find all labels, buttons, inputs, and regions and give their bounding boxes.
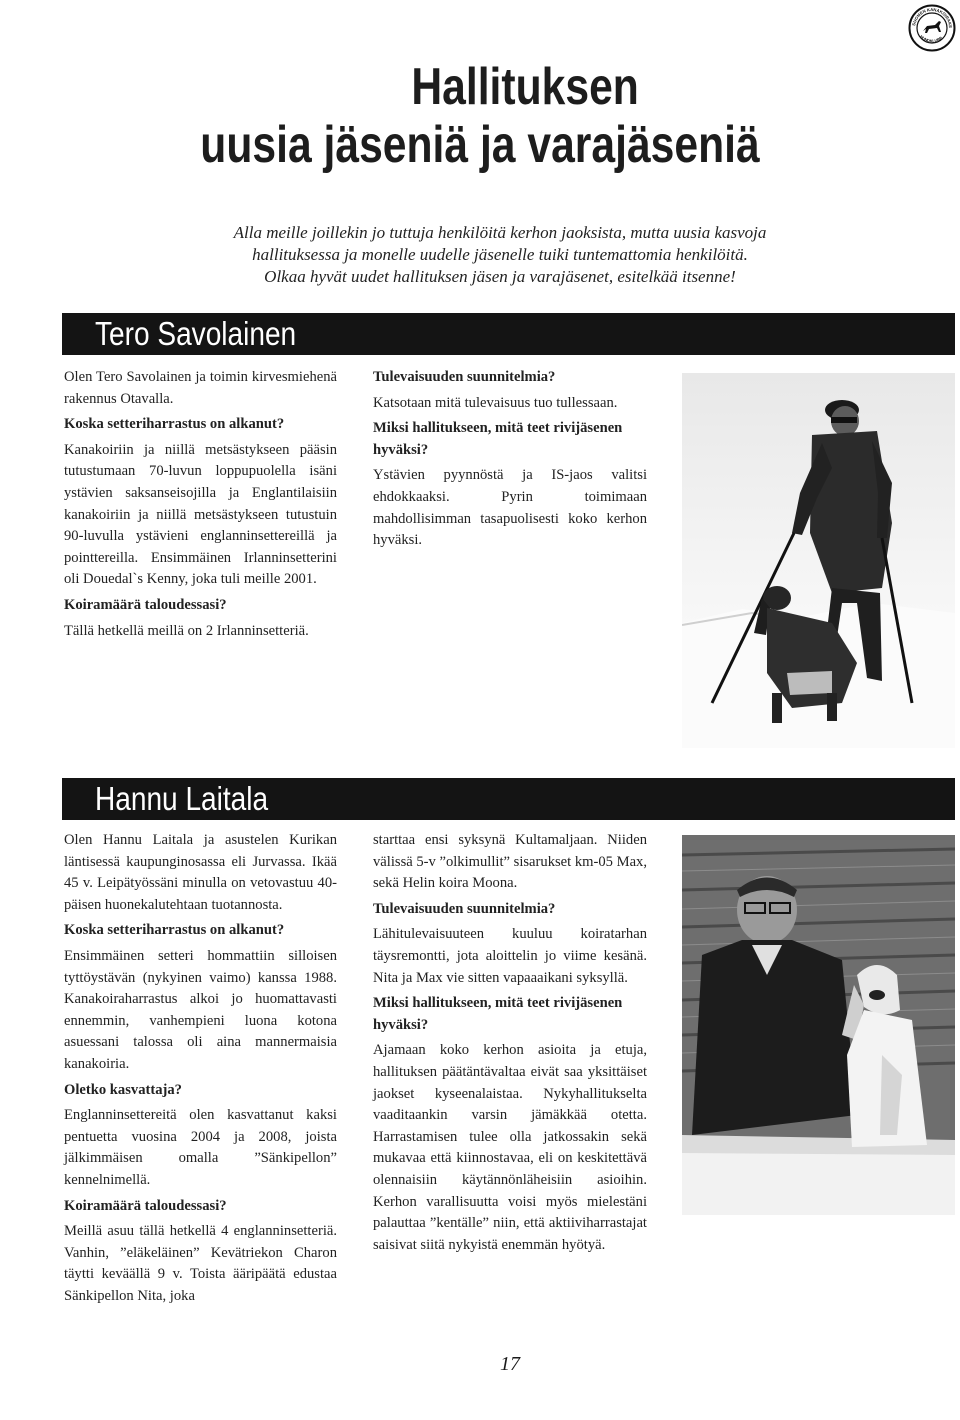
- svg-text:SUOMEN KANAKOIRAKERHO: SUOMEN KANAKOIRAKE: [911, 6, 954, 29]
- interview-question: Miksi hallitukseen, mitä teet rivijäsenen hyväksi?: [373, 995, 623, 1033]
- article-paragraph: starttaa ensi syksynä Kultamaljaan. Niiden välissä 5-v ”olkimullit” sisarukset km-05 Max, sekä Helin koira Moona.: [373, 832, 647, 892]
- section-header-name: Hannu Laitala: [95, 780, 269, 817]
- svg-text:HUNDKLUBB: HUNDKLUBB: [918, 33, 944, 44]
- photo-tero-skiing-with-dog: [682, 373, 955, 748]
- article-paragraph: Tällä hetkellä meillä on 2 Irlanninsetteriä.: [64, 622, 309, 639]
- article-paragraph: Meillä asuu tällä hetkellä 4 englanninsetteriä. Vanhin, ”eläkeläinen” Kevätriekon Charon täytti keväällä 9 v. Toista ääripäätä edustaa Sänkipellon Nita, joka: [64, 1223, 337, 1304]
- page-number: 17: [500, 1353, 520, 1375]
- intro-line: hallituksessa ja monelle uudelle jäsenelle tuiki tuntemattomia henkilöitä.: [252, 245, 748, 264]
- intro-line: Alla meille joillekin jo tuttuja henkilöitä kerhon jaoksista, mutta uusia kasvoja: [233, 223, 767, 242]
- hannu-article-column-left: [64, 830, 337, 1307]
- tero-article-column-left: [64, 367, 337, 642]
- page-title-line-1: Hallituksen: [411, 58, 639, 116]
- interview-question: Oletko kasvattaja?: [64, 1081, 182, 1098]
- page-title-line-2: uusia jäseniä ja varajäseniä: [200, 116, 760, 174]
- article-paragraph: Ajamaan koko kerhon asioita ja etuja, hallituksen päätäntävaltaa eivät saa yksittäiset jaokset kyseenalaistaa. Nykyhallitukselta vaaditaankin varsin jämäkkää otetta. Harrastamisen tulee olla jatkossakin sekä mukavaa että kiinnostavaa, eli on keskitettävä olennaisiin käytännönläheisiin asioihin. Kerhon varallisuutta voisi myös mielestäni palauttaa ”kentälle” niin, että aktiiviharrastajat saisivat siitä nykyistä enemmän hyötyä.: [373, 1042, 647, 1253]
- article-paragraph: Lähitulevaisuuteen kuuluu koiratarhan täysremontti, jota aloittelin jo viime kesänä. Nita ja Max vie sitten vapaaaikani syksyllä.: [373, 926, 647, 986]
- intro-text: [150, 222, 850, 288]
- section-header-hannu-laitala: [62, 778, 955, 820]
- interview-question: Tulevaisuuden suunnitelmia?: [373, 900, 556, 917]
- article-paragraph: Ystävien pyynnöstä ja IS-jaos valitsi ehdokkaaksi. Pyrin toimimaan mahdollisimman tasapuolisesti koko kerhon hyväksi.: [373, 467, 647, 549]
- club-logo-seal: [908, 4, 956, 52]
- article-paragraph: Kanakoiriin ja niillä metsästykseen pääsin tutustumaan 70-luvun loppupuolella isäni ystävien saksanseisojilla ja Englantilaisiin kanakoiriin ja niillä metsästykseen tutustuin 90-luvulla ystävieni englanninsettereillä ja pointtereilla. Ensimmäinen Irlanninsetterini oli Douedal`s Kenny, joka tuli meille 2001.: [64, 441, 337, 588]
- page-title: [0, 58, 960, 174]
- section-header-tero-savolainen: [62, 313, 955, 355]
- intro-line: Olkaa hyvät uudet hallituksen jäsen ja varajäsenet, esitelkää itsenne!: [264, 267, 736, 286]
- interview-question: Koska setteriharrastus on alkanut?: [64, 416, 285, 433]
- photo-hannu-with-setter: [682, 835, 955, 1215]
- tero-article-column-right: [373, 367, 647, 552]
- article-paragraph: Olen Hannu Laitala ja asustelen Kurikan läntisessä kaupunginosassa eli Jurvassa. Ikää 45 v. Leipätyössäni minulla on vetovastuu 40-päisen huonekalutehtaan tuotannosta.: [64, 832, 337, 913]
- section-header-name: Tero Savolainen: [95, 315, 297, 352]
- interview-question: Miksi hallitukseen, mitä teet rivijäsenen hyväksi?: [373, 420, 623, 458]
- interview-question: Koiramäärä taloudessasi?: [64, 596, 227, 613]
- interview-question: Tulevaisuuden suunnitelmia?: [373, 369, 556, 385]
- interview-question: Koiramäärä taloudessasi?: [64, 1197, 227, 1214]
- article-paragraph: Ensimmäinen setteri hommattiin silloisen tyttöystävän (nykyinen vaimo) kanssa 1988. Kanakoiraharrastus alkoi jo huomattavasti ennemmin, vanhempieni luona kotona asuessani talossa oli aina mannermaisia kanakoiria.: [64, 947, 337, 1072]
- article-paragraph: Olen Tero Savolainen ja toimin kirvesmiehenä rakennus Otavalla.: [64, 369, 337, 407]
- article-paragraph: Katsotaan mitä tulevaisuus tuo tullessaan.: [373, 394, 618, 411]
- article-paragraph: Englanninsettereitä olen kasvattanut kaksi pentuetta vuosina 2004 ja 2008, joista jälkimmäisen omalla ”Sänkipellon” kennelnimellä.: [64, 1107, 337, 1188]
- interview-question: Koska setteriharrastus on alkanut?: [64, 922, 285, 939]
- hannu-article-column-right: [373, 830, 647, 1256]
